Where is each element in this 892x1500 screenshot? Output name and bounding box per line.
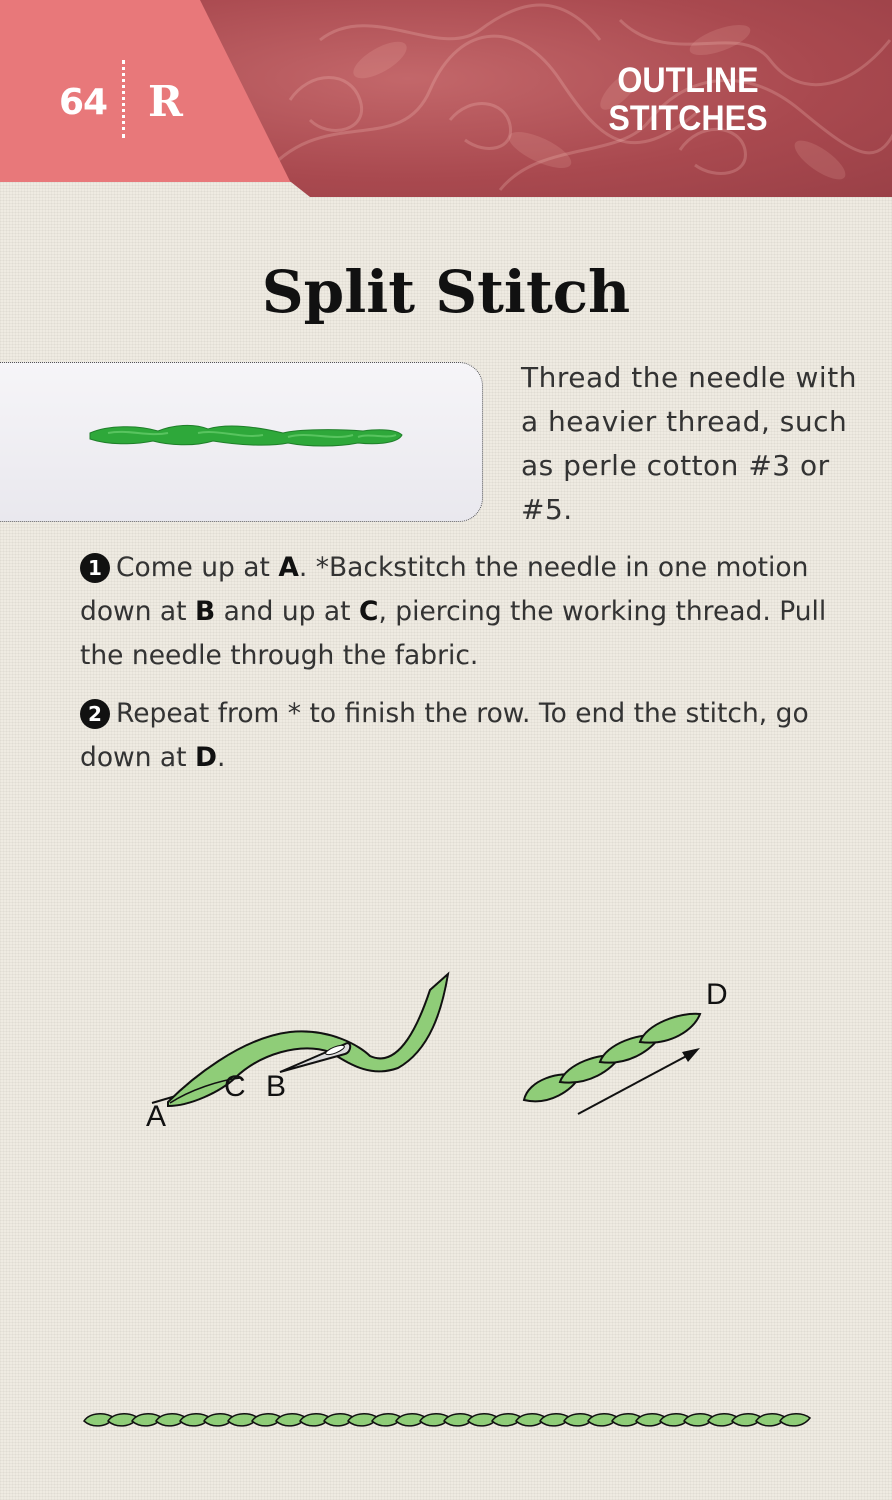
step-2 [80,692,860,780]
step-text: Come up at [116,552,279,583]
stitch-border-icon [80,1404,812,1438]
needle-thread-illustration [130,960,470,1140]
label-b: B [266,1070,287,1103]
finished-split-stitch-illustration [510,970,730,1130]
header-letter: R [148,77,183,126]
page-title: Split Stitch [261,258,631,326]
label-c: C [224,1070,246,1103]
point-label: B [194,596,216,627]
label-d: D [706,978,728,1011]
section-title-line1: OUTLINE [617,61,759,100]
swirl-pattern [200,0,892,197]
header-divider [122,60,125,138]
step-1 [80,546,860,678]
step-text: Repeat from * to finish the row. To end the stitch, go down at [80,698,809,773]
point-label: A [278,552,299,583]
section-title-line2: STITCHES [608,99,768,138]
step-number-badge: 2 [80,699,110,729]
step-text: , piercing the working thread. Pull the needle through the fabric. [80,596,827,671]
diagram-step-2 [510,970,730,1134]
stitch-photo [0,362,483,522]
chain-link [780,1414,810,1426]
page-number: 64 [59,82,108,123]
step-text: and up at [215,596,359,627]
point-label: D [194,742,217,773]
header-ornament [200,0,892,197]
point-label: C [358,596,379,627]
label-a: A [146,1100,167,1133]
step-text: . *Backstitch the needle in one motion down at [80,552,809,627]
diagram-step-1 [130,960,470,1144]
step-text: . [216,742,226,773]
section-title [607,62,769,138]
stitch-photo-thread [0,363,482,521]
intro-text: Thread the needle with a heavier thread, such as perle cotton #3 or #5. [521,361,857,526]
step-number-badge: 1 [80,553,110,583]
decorative-stitch-border [80,1404,812,1442]
